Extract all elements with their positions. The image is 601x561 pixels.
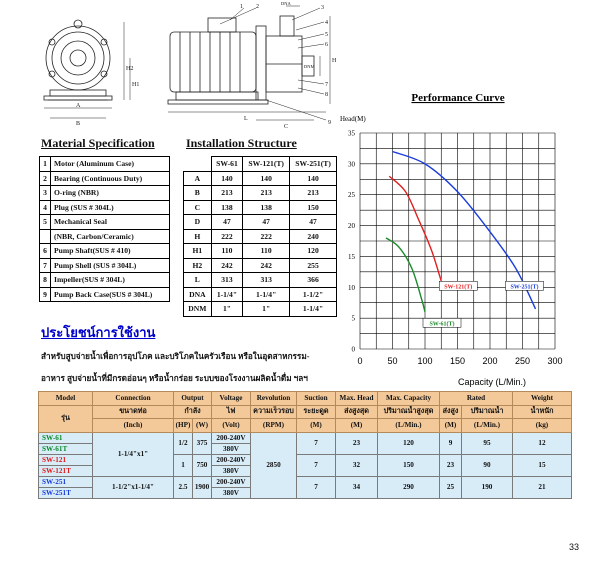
material-row	[40, 287, 170, 302]
chart-title: Performance Curve	[411, 92, 505, 104]
material-num: 5	[40, 215, 51, 230]
header-output-th: กำลัง	[174, 405, 212, 419]
model-connection: 1-1/4"x1"	[93, 432, 174, 476]
model-voltage: 200-240V	[212, 454, 251, 465]
chart-y-tick: 20	[348, 222, 355, 231]
installation-dim-label: H	[184, 229, 212, 244]
drawing-callout-1: 1	[240, 4, 243, 10]
installation-row	[184, 229, 337, 244]
installation-table	[183, 156, 337, 317]
pump-drawing	[30, 0, 350, 138]
material-num: 9	[40, 287, 51, 302]
model-revolution: 2850	[251, 432, 297, 498]
header-hp: (HP)	[174, 419, 193, 433]
chart-x-tick: 300	[547, 356, 563, 366]
model-name: SW-121	[39, 454, 93, 465]
model-weight: 12	[513, 432, 572, 454]
model-rated-capacity: 90	[462, 454, 513, 476]
chart-x-tick: 100	[417, 356, 433, 366]
model-voltage: 380V	[212, 465, 251, 476]
model-connection: 1-1/2"x1-1/4"	[93, 476, 174, 498]
header-weight: Weight	[513, 392, 572, 406]
model-rated-head: 23	[440, 454, 462, 476]
installation-title: Installation Structure	[186, 136, 297, 150]
model-weight: 15	[513, 454, 572, 476]
installation-value: 1"	[211, 302, 243, 317]
installation-value: 47	[290, 215, 337, 230]
material-row	[40, 273, 170, 288]
installation-value: 313	[211, 273, 243, 288]
material-num: 8	[40, 273, 51, 288]
chart-y-tick: 10	[348, 283, 355, 292]
drawing-label-h1: H1	[132, 82, 140, 88]
chart-y-axis-label: Head(M)	[340, 115, 366, 123]
installation-value: 1"	[243, 302, 290, 317]
model-suction: 7	[297, 476, 336, 498]
installation-value: 1-1/4"	[211, 287, 243, 302]
chart-y-tick: 15	[348, 252, 355, 261]
header-rated-lmin: (L/Min.)	[462, 419, 513, 433]
installation-header: SW-61	[211, 157, 243, 172]
installation-row	[184, 215, 337, 230]
drawing-callout-2: 2	[256, 4, 259, 10]
header-weight-th: น้ำหนัก	[513, 405, 572, 419]
drawing-label-l: L	[244, 116, 248, 122]
model-max-capacity: 290	[378, 476, 440, 498]
model-max-capacity: 120	[378, 432, 440, 454]
material-text: Pump Shaft(SUS # 410)	[51, 244, 170, 259]
installation-dim-label: DNM	[184, 302, 212, 317]
installation-value: 222	[243, 229, 290, 244]
material-text: Pump Back Case(SUS # 304L)	[51, 287, 170, 302]
model-rated-head: 25	[440, 476, 462, 498]
installation-header: SW-121(T)	[243, 157, 290, 172]
header-rated-m: (M)	[440, 419, 462, 433]
header-max-head-unit: (M)	[336, 419, 378, 433]
model-voltage: 380V	[212, 487, 251, 498]
material-row	[40, 171, 170, 186]
installation-dim-label: A	[184, 171, 212, 186]
header-connection-th: ขนาดท่อ	[93, 405, 174, 419]
chart-series-label: SW-61(T)	[429, 321, 455, 328]
installation-value: 313	[243, 273, 290, 288]
model-row	[39, 476, 572, 487]
model-max-head: 34	[336, 476, 378, 498]
chart-series-line-sw-121-t-	[389, 176, 441, 281]
installation-header	[184, 157, 212, 172]
model-suction: 7	[297, 454, 336, 476]
drawing-label-b: B	[76, 121, 81, 127]
model-suction: 7	[297, 432, 336, 454]
drawing-label-c: C	[284, 124, 289, 130]
drawing-callout-3: 3	[321, 5, 324, 11]
material-num	[40, 229, 51, 244]
model-header-row	[39, 392, 572, 406]
installation-value: 213	[290, 186, 337, 201]
installation-value: 242	[243, 258, 290, 273]
installation-dim-label: B	[184, 186, 212, 201]
header-max-capacity-th: ปริมาณน้ำสูงสุด	[378, 405, 440, 419]
model-name: SW-61	[39, 432, 93, 443]
drawing-label-dnm: DNM	[304, 64, 315, 69]
model-w: 375	[193, 432, 212, 454]
header-max-capacity-unit: (L/Min.)	[378, 419, 440, 433]
installation-value: 140	[290, 171, 337, 186]
header-model-th: รุ่น	[39, 405, 93, 432]
page-number: 33	[569, 542, 580, 552]
drawing-callout-9: 9	[328, 120, 331, 126]
header-revolution-th: ความเร็วรอบ	[251, 405, 297, 419]
installation-header: SW-251(T)	[290, 157, 337, 172]
drawing-label-h: H	[332, 58, 337, 64]
chart-y-tick: 5	[351, 314, 355, 323]
usage-line-2: อาหาร สูบจ่ายน้ำที่มีกรดอ่อนๆ หรือน้ำกร่อย ระบบของโรงงานผลิตน้ำดื่ม ฯลฯ	[41, 374, 308, 383]
installation-value: 1-1/4"	[243, 287, 290, 302]
model-name: SW-121T	[39, 465, 93, 476]
installation-value: 366	[290, 273, 337, 288]
header-voltage-th: ไฟ	[212, 405, 251, 419]
header-rpm: (RPM)	[251, 419, 297, 433]
chart-y-tick: 30	[348, 160, 355, 169]
header-rated-head-th: ส่งสูง	[440, 405, 462, 419]
header-suction-unit: (M)	[297, 419, 336, 433]
header-rated-capacity-th: ปริมาณน้ำ	[462, 405, 513, 419]
material-row	[40, 215, 170, 230]
chart-y-tick: 25	[348, 191, 355, 200]
material-row	[40, 244, 170, 259]
performance-chart	[340, 85, 570, 390]
header-connection-unit: (Inch)	[93, 419, 174, 433]
header-volt: (Volt)	[212, 419, 251, 433]
installation-value: 120	[290, 244, 337, 259]
installation-value: 110	[211, 244, 243, 259]
drawing-label-h2: H2	[126, 66, 134, 72]
model-max-head: 23	[336, 432, 378, 454]
material-text: Motor (Aluminum Case)	[51, 157, 170, 172]
drawing-label-a: A	[76, 103, 81, 109]
model-max-capacity: 150	[378, 454, 440, 476]
model-name: SW-61T	[39, 443, 93, 454]
model-max-head: 32	[336, 454, 378, 476]
installation-value: 47	[243, 215, 290, 230]
installation-value: 222	[211, 229, 243, 244]
model-weight: 21	[513, 476, 572, 498]
material-row	[40, 229, 170, 244]
model-w: 750	[193, 454, 212, 476]
header-suction: Suction	[297, 392, 336, 406]
drawing-label-dna: DNA	[281, 1, 291, 6]
model-header-row	[39, 419, 572, 433]
installation-dim-label: C	[184, 200, 212, 215]
model-header-row	[39, 405, 572, 419]
chart-y-tick: 0	[351, 345, 355, 354]
header-revolution: Revolution	[251, 392, 297, 406]
header-suction-th: ระยะดูด	[297, 405, 336, 419]
chart-series-line-sw-61-t-	[386, 238, 425, 312]
header-max-head-th: ส่งสูงสุด	[336, 405, 378, 419]
model-hp: 2.5	[174, 476, 193, 498]
model-rated-capacity: 95	[462, 432, 513, 454]
material-num: 6	[40, 244, 51, 259]
chart-y-tick: 35	[348, 129, 355, 138]
drawing-callout-7: 7	[325, 82, 328, 88]
header-model: Model	[39, 392, 93, 406]
chart-x-axis-label: Capacity (L/Min.)	[457, 377, 527, 387]
installation-value: 213	[243, 186, 290, 201]
drawing-callout-6: 6	[325, 42, 328, 48]
installation-row	[184, 186, 337, 201]
model-voltage: 380V	[212, 443, 251, 454]
material-num: 1	[40, 157, 51, 172]
model-name: SW-251	[39, 476, 93, 487]
chart-x-tick: 50	[387, 356, 398, 366]
header-connection: Connection	[93, 392, 174, 406]
material-title: Material Specification	[41, 136, 155, 150]
installation-value: 150	[290, 200, 337, 215]
installation-value: 140	[243, 171, 290, 186]
installation-value: 242	[211, 258, 243, 273]
drawing-callout-8: 8	[325, 92, 328, 98]
header-output: Output	[174, 392, 212, 406]
model-voltage: 200-240V	[212, 476, 251, 487]
chart-x-tick: 200	[482, 356, 498, 366]
material-row	[40, 157, 170, 172]
installation-value: 110	[243, 244, 290, 259]
installation-value: 47	[211, 215, 243, 230]
material-text: O-ring (NBR)	[51, 186, 170, 201]
installation-value: 213	[211, 186, 243, 201]
material-row	[40, 186, 170, 201]
installation-row	[184, 258, 337, 273]
header-w: (W)	[193, 419, 212, 433]
installation-value: 1-1/2"	[290, 287, 337, 302]
material-num: 4	[40, 200, 51, 215]
chart-x-tick: 0	[357, 356, 363, 366]
chart-series-label: SW-121(T)	[444, 284, 473, 291]
header-max-capacity: Max. Capacity	[378, 392, 440, 406]
installation-row	[184, 200, 337, 215]
installation-row	[184, 287, 337, 302]
chart-x-tick: 250	[514, 356, 531, 366]
usage-heading: ประโยชน์การใช้งาน	[41, 325, 156, 340]
installation-dim-label: DNA	[184, 287, 212, 302]
installation-value: 138	[243, 200, 290, 215]
installation-dim-label: L	[184, 273, 212, 288]
model-w: 1900	[193, 476, 212, 498]
model-row	[39, 432, 572, 443]
drawing-callout-5: 5	[325, 32, 328, 38]
installation-row	[184, 273, 337, 288]
installation-row	[184, 302, 337, 317]
material-num: 7	[40, 258, 51, 273]
model-voltage: 200-240V	[212, 432, 251, 443]
installation-value: 138	[211, 200, 243, 215]
model-hp: 1	[174, 454, 193, 476]
model-hp: 1/2	[174, 432, 193, 454]
model-rated-head: 9	[440, 432, 462, 454]
chart-x-tick: 150	[449, 356, 466, 366]
header-max-head: Max. Head	[336, 392, 378, 406]
chart-series-label: SW-251(T)	[510, 284, 539, 291]
installation-value: 255	[290, 258, 337, 273]
installation-header-row	[184, 157, 337, 172]
material-num: 3	[40, 186, 51, 201]
header-rated: Rated	[440, 392, 513, 406]
drawing-callout-4: 4	[325, 20, 328, 26]
installation-value: 1-1/4"	[290, 302, 337, 317]
material-num: 2	[40, 171, 51, 186]
installation-dim-label: D	[184, 215, 212, 230]
installation-value: 240	[290, 229, 337, 244]
material-row	[40, 200, 170, 215]
installation-dim-label: H1	[184, 244, 212, 259]
material-text: (NBR, Carbon/Ceramic)	[51, 229, 170, 244]
model-name: SW-251T	[39, 487, 93, 498]
material-text: Pump Shell (SUS # 304L)	[51, 258, 170, 273]
material-text: Plug (SUS # 304L)	[51, 200, 170, 215]
material-row	[40, 258, 170, 273]
material-text: Bearing (Continuous Duty)	[51, 171, 170, 186]
header-voltage: Voltage	[212, 392, 251, 406]
model-rated-capacity: 190	[462, 476, 513, 498]
material-text: Impeller(SUS # 304L)	[51, 273, 170, 288]
installation-row	[184, 171, 337, 186]
model-table	[38, 391, 572, 499]
usage-line-1: สำหรับสูบจ่ายน้ำเพื่อการอุปโภค และบริโภคในครัวเรือน หรือในอุตสาหกรรม-	[41, 352, 310, 361]
installation-value: 140	[211, 171, 243, 186]
header-kg: (kg)	[513, 419, 572, 433]
installation-dim-label: H2	[184, 258, 212, 273]
material-table	[39, 156, 170, 302]
installation-row	[184, 244, 337, 259]
material-text: Mechanical Seal	[51, 215, 170, 230]
